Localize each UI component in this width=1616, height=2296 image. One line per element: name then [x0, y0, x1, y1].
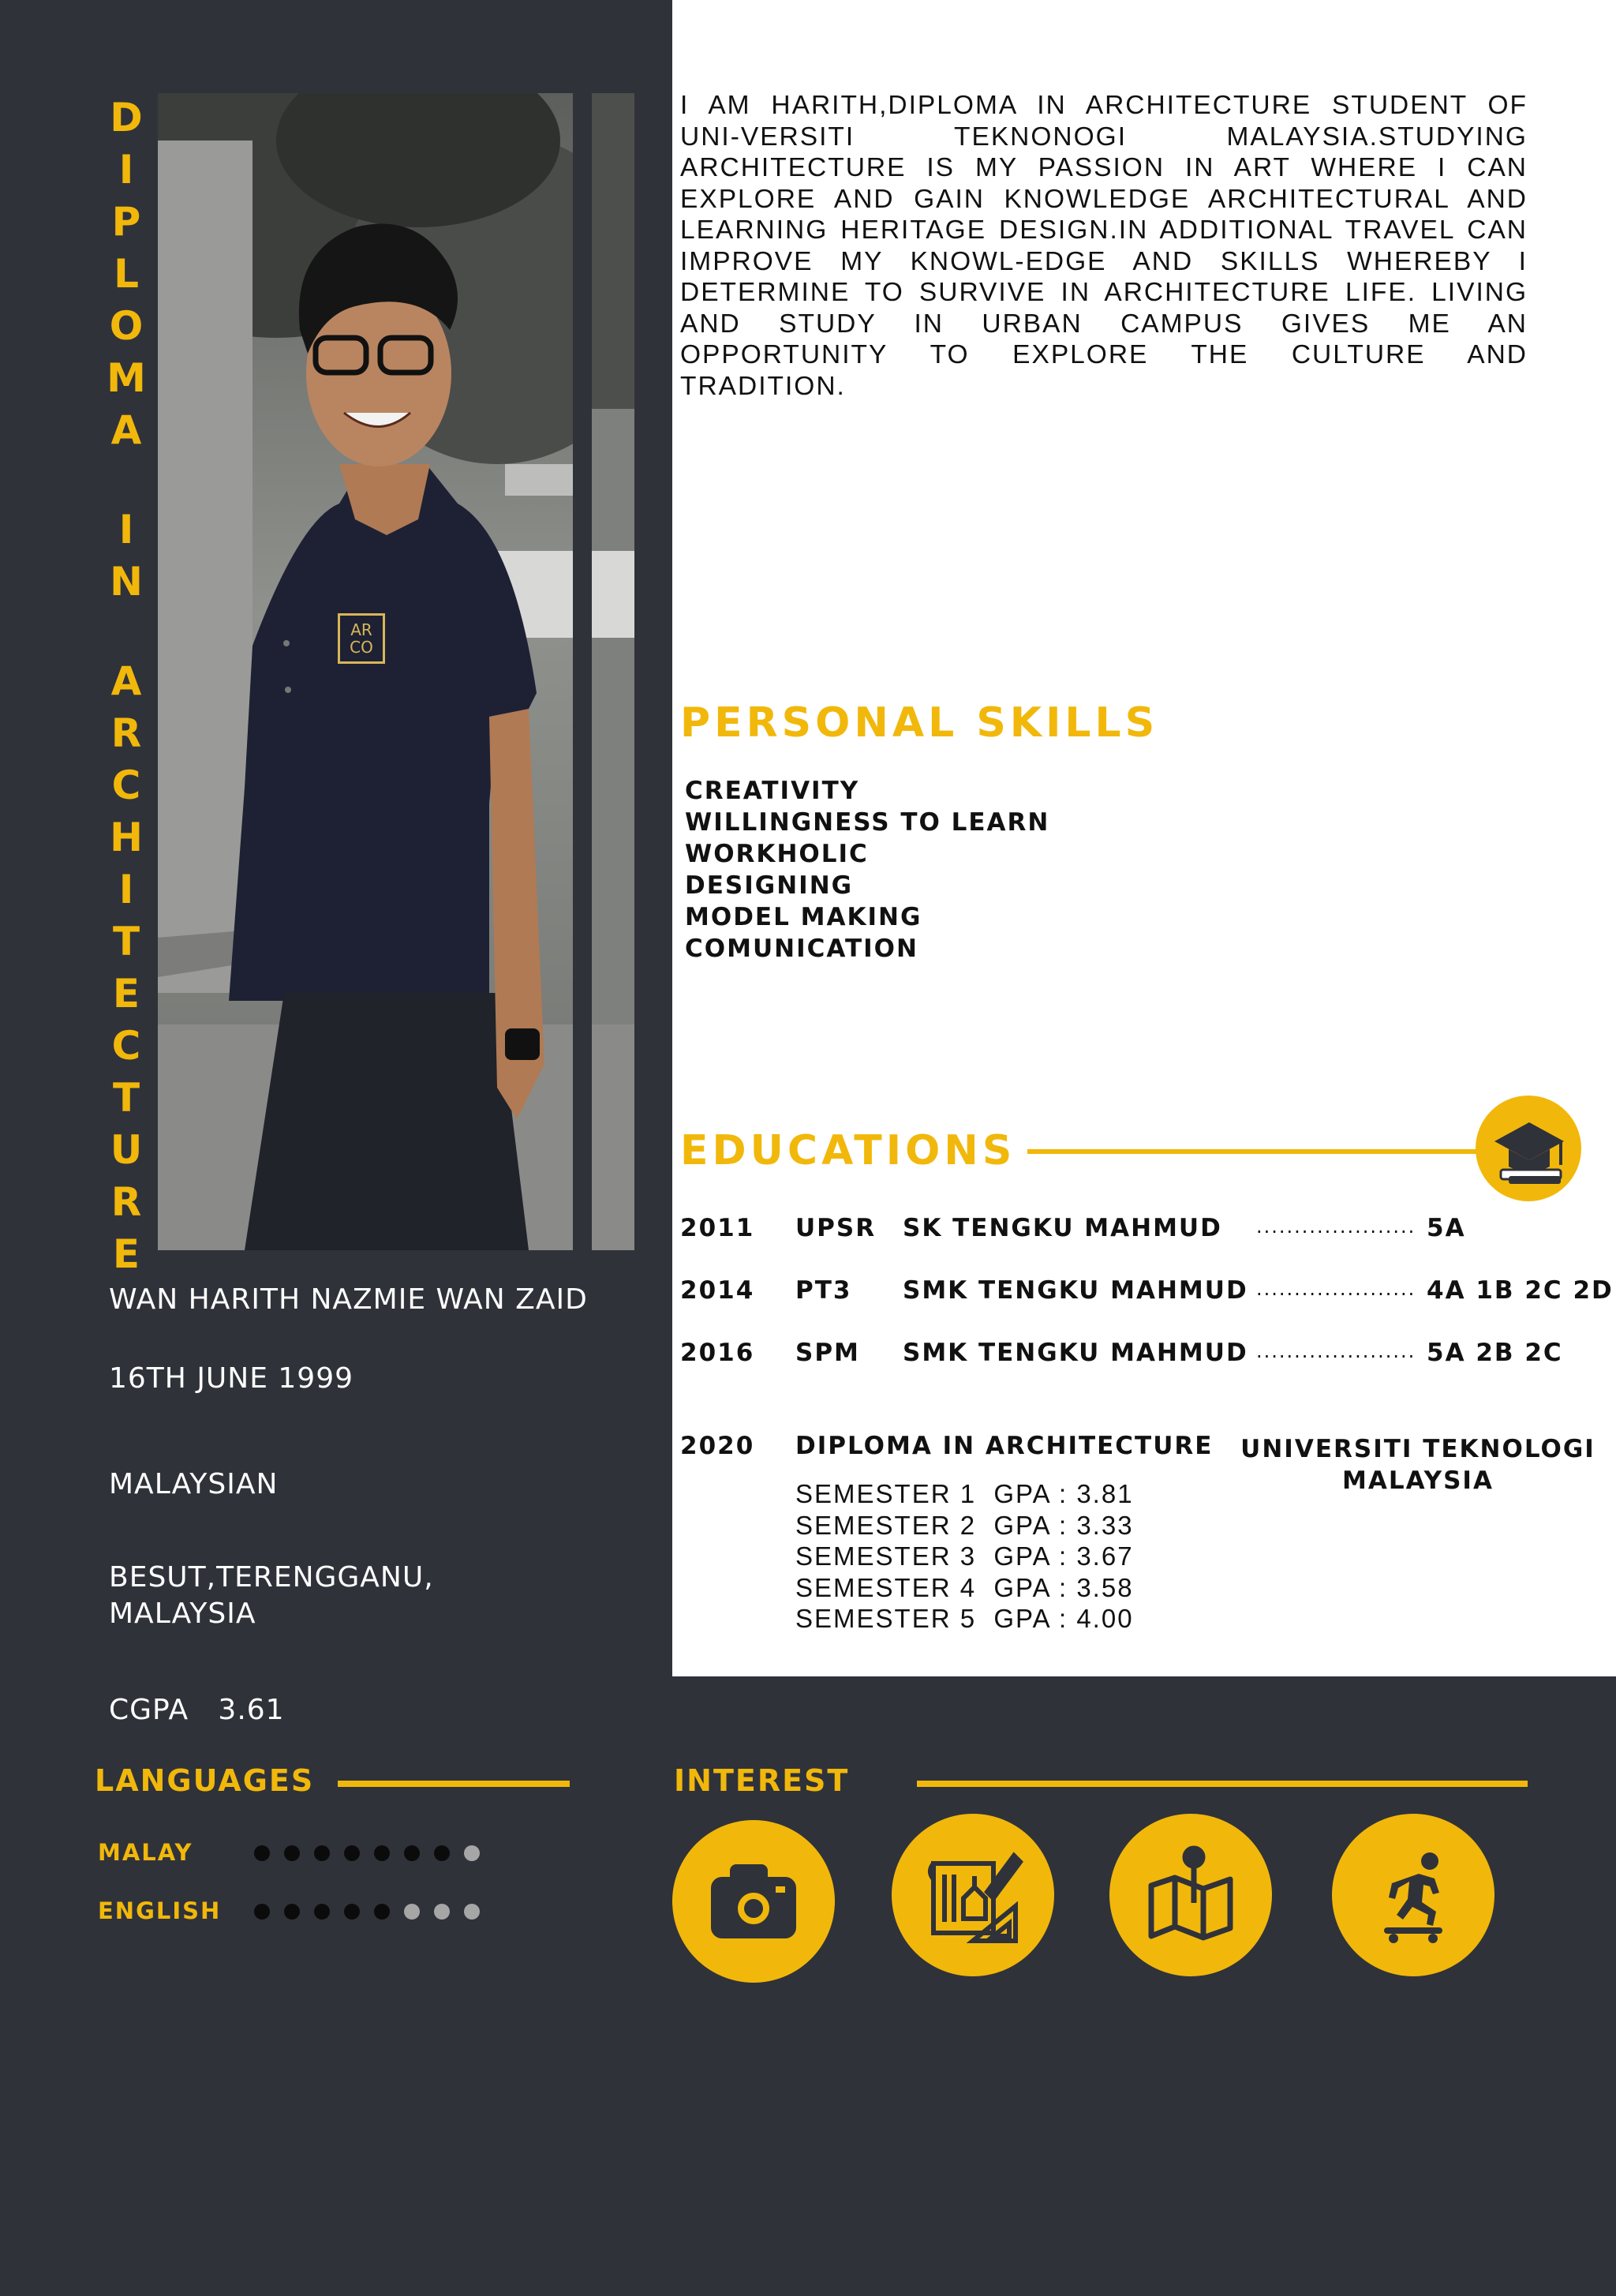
- level-dot-filled: [284, 1845, 300, 1861]
- education-school: SMK TENGKU MAHMUD: [903, 1276, 1248, 1305]
- vertical-title-letter: I: [118, 147, 134, 193]
- cgpa-label: CGPA: [109, 1694, 189, 1726]
- level-dot-filled: [404, 1845, 420, 1861]
- skill-item: COMUNICATION: [685, 935, 918, 963]
- vertical-title-letter: M: [107, 355, 146, 401]
- address-line-1: BESUT,TERENGGANU,: [109, 1561, 434, 1594]
- architecture-drawing-icon: [892, 1814, 1054, 1976]
- education-result: 5A 2B 2C: [1427, 1339, 1563, 1367]
- camera-icon: [672, 1820, 835, 1983]
- diploma-program: DIPLOMA IN ARCHITECTURE: [795, 1432, 1214, 1460]
- vertical-title-letter: T: [112, 1075, 140, 1121]
- level-dot-filled: [254, 1904, 270, 1920]
- education-result: 5A: [1427, 1214, 1466, 1242]
- dot-leader: .....................: [1256, 1215, 1416, 1238]
- level-dot-filled: [344, 1845, 360, 1861]
- university-name: [1239, 1433, 1597, 1496]
- level-dot-empty: [464, 1904, 480, 1920]
- cgpa-value: 3.61: [218, 1694, 285, 1726]
- map-icon: [1109, 1814, 1272, 1976]
- skill-item: MODEL MAKING: [685, 903, 922, 931]
- graduation-cap-icon: [1476, 1096, 1581, 1201]
- profile-photo: [158, 93, 573, 1250]
- level-dot-filled: [314, 1904, 330, 1920]
- university-line-2: MALAYSIA: [1342, 1466, 1494, 1495]
- date-of-birth: 16TH JUNE 1999: [109, 1362, 354, 1395]
- education-result: 4A 1B 2C 2D: [1427, 1276, 1614, 1305]
- dot-leader: .....................: [1256, 1278, 1416, 1300]
- level-dot-filled: [284, 1904, 300, 1920]
- vertical-title-letter: O: [109, 303, 144, 349]
- skill-item: CREATIVITY: [685, 777, 860, 805]
- vertical-title-letter: L: [114, 251, 139, 297]
- education-year: 2014: [680, 1276, 755, 1305]
- cgpa: [109, 1692, 285, 1729]
- vertical-title-letter: C: [111, 1023, 141, 1069]
- education-level: UPSR: [795, 1214, 877, 1242]
- language-level: [254, 1904, 480, 1920]
- vertical-title-letter: E: [112, 971, 140, 1017]
- education-title: EDUCATIONS: [680, 1127, 1016, 1174]
- education-school: SMK TENGKU MAHMUD: [903, 1339, 1248, 1367]
- language-name: MALAY: [98, 1839, 193, 1866]
- level-dot-filled: [314, 1845, 330, 1861]
- languages-divider: [338, 1781, 570, 1787]
- languages-title: LANGUAGES: [95, 1763, 315, 1798]
- skill-item: WILLINGNESS TO LEARN: [685, 808, 1050, 837]
- vertical-title-letter: R: [110, 710, 142, 756]
- dot-leader: .....................: [1256, 1340, 1416, 1362]
- vertical-title-letter: T: [112, 919, 140, 964]
- level-dot-filled: [254, 1845, 270, 1861]
- semester-gpa: SEMESTER 2 GPA : 3.33: [795, 1510, 1134, 1540]
- photo-strip: [592, 93, 634, 1250]
- address: [109, 1560, 434, 1632]
- language-name: ENGLISH: [98, 1897, 222, 1924]
- education-school: SK TENGKU MAHMUD: [903, 1214, 1222, 1242]
- level-dot-filled: [374, 1904, 390, 1920]
- vertical-title-letter: C: [111, 762, 141, 808]
- education-level: PT3: [795, 1276, 852, 1305]
- level-dot-empty: [434, 1904, 450, 1920]
- skill-item: WORKHOLIC: [685, 840, 869, 868]
- skill-item: DESIGNING: [685, 871, 854, 900]
- vertical-title-letter: H: [110, 815, 143, 860]
- vertical-title: [101, 92, 152, 1280]
- diploma-year: 2020: [680, 1432, 755, 1460]
- semester-gpa: SEMESTER 5 GPA : 4.00: [795, 1604, 1134, 1633]
- vertical-title-letter: E: [112, 1231, 140, 1277]
- level-dot-filled: [374, 1845, 390, 1861]
- vertical-title-letter: I: [118, 507, 134, 552]
- skateboarding-icon: [1332, 1814, 1494, 1976]
- about-text: I AM HARITH,DIPLOMA IN ARCHITECTURE STUDENT OF UNI-VERSITI TEKNONOGI MALAYSIA.STUDYING ARCHITECTURE IS MY PASSION IN ART WHERE I CAN EXPLORE AND GAIN KNOWLEDGE ARCHITECTURAL AND LEARNING HERITAGE DESIGN.IN ADDITIONAL TRAVEL CAN IMPROVE MY KNOWL-EDGE AND SKILLS WHEREBY I DETERMINE TO SURVIVE IN ARCHITECTURE LIFE. LIVING AND STUDY IN URBAN CAMPUS GIVES ME AN OPPORTUNITY TO EXPLORE THE CULTURE AND TRADITION.: [680, 91, 1528, 401]
- full-name: WAN HARITH NAZMIE WAN ZAID: [109, 1283, 588, 1316]
- vertical-title-letter: A: [110, 658, 142, 704]
- semester-gpa: SEMESTER 4 GPA : 3.58: [795, 1572, 1134, 1602]
- vertical-title-letter: R: [110, 1179, 142, 1225]
- interest-title: INTEREST: [674, 1763, 850, 1798]
- education-year: 2016: [680, 1339, 755, 1367]
- vertical-title-letter: A: [110, 407, 142, 453]
- education-level: SPM: [795, 1339, 860, 1367]
- semester-gpa: SEMESTER 1 GPA : 3.81: [795, 1479, 1134, 1508]
- education-year: 2011: [680, 1214, 755, 1242]
- education-divider: [1027, 1149, 1477, 1154]
- vertical-title-letter: N: [110, 559, 143, 605]
- skills-title: PERSONAL SKILLS: [680, 699, 1159, 747]
- level-dot-empty: [404, 1904, 420, 1920]
- address-line-2: MALAYSIA: [109, 1597, 256, 1630]
- vertical-title-letter: I: [118, 867, 134, 912]
- level-dot-filled: [434, 1845, 450, 1861]
- language-level: [254, 1845, 480, 1861]
- vertical-title-letter: U: [110, 1127, 143, 1173]
- university-line-1: UNIVERSITI TEKNOLOGI: [1240, 1435, 1595, 1463]
- vertical-title-letter: D: [110, 95, 143, 140]
- photo-logo: AR CO: [338, 613, 385, 664]
- level-dot-filled: [344, 1904, 360, 1920]
- level-dot-empty: [464, 1845, 480, 1861]
- semester-gpa: SEMESTER 3 GPA : 3.67: [795, 1541, 1134, 1571]
- nationality: MALAYSIAN: [109, 1468, 279, 1500]
- vertical-title-letter: P: [111, 199, 141, 245]
- interest-divider: [917, 1781, 1528, 1787]
